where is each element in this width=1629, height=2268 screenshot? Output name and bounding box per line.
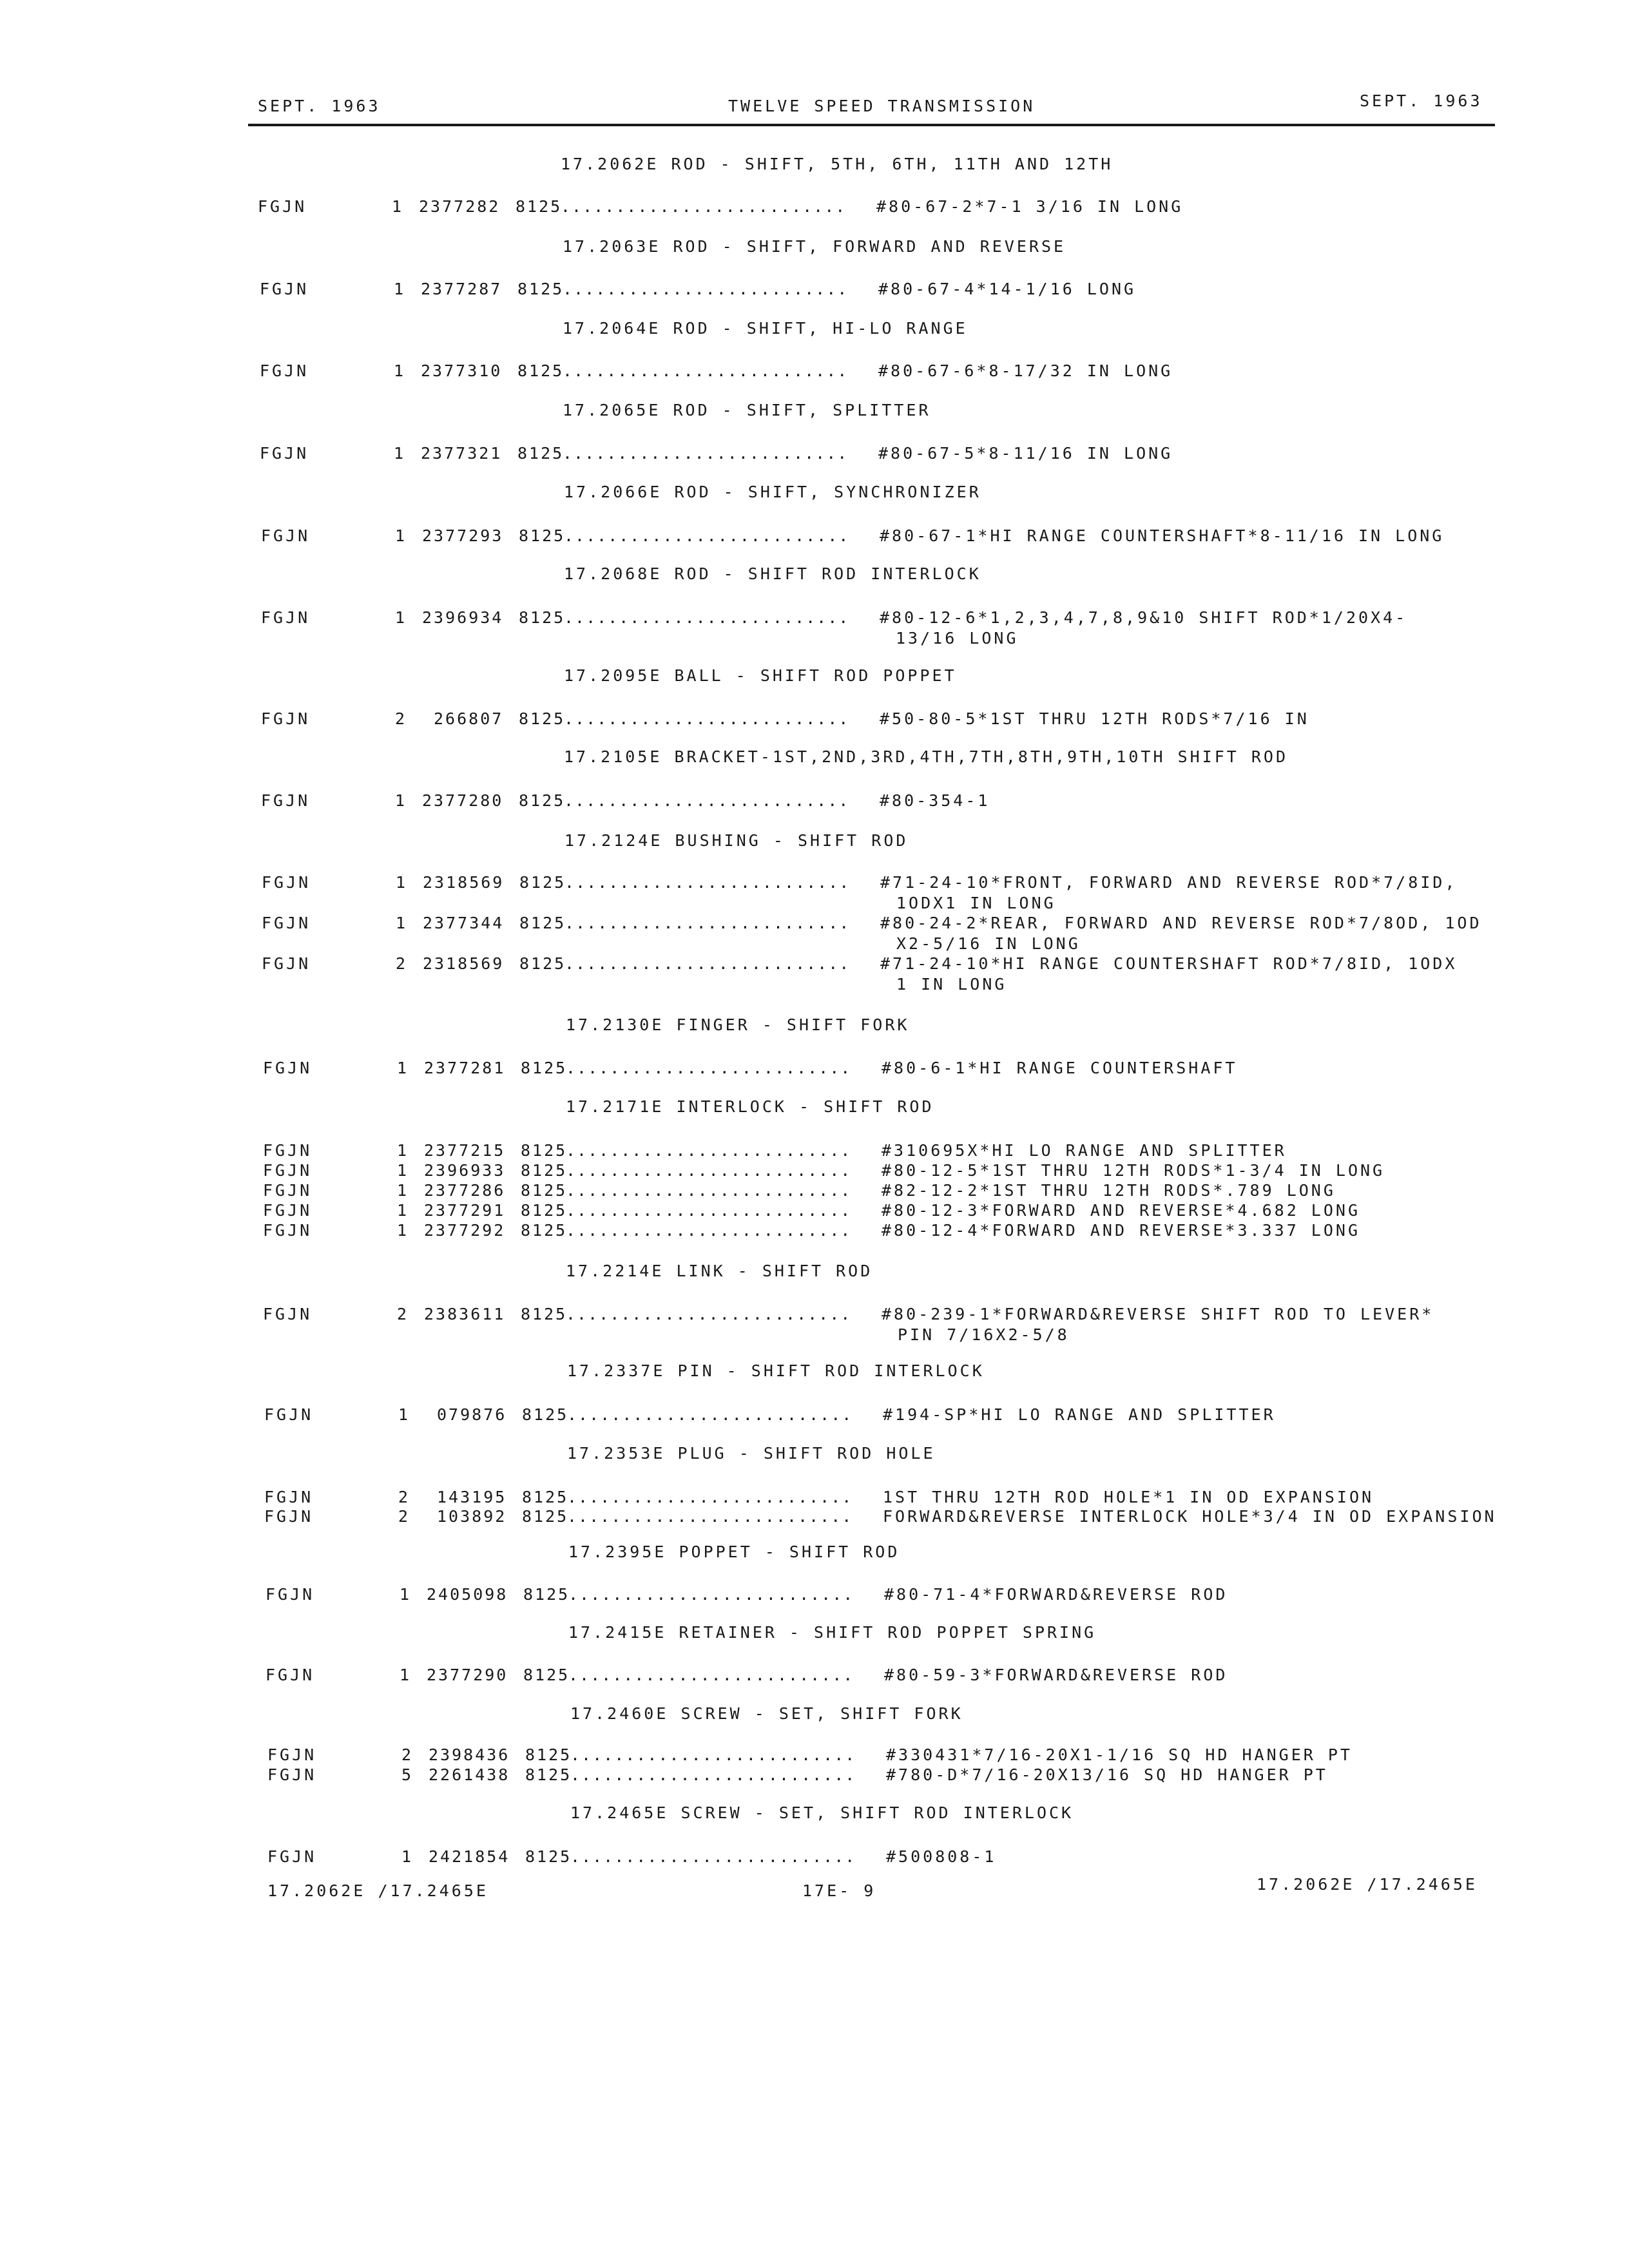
part-quantity: 1 [395, 608, 405, 627]
vendor-code: 8125 [521, 1181, 568, 1200]
part-description-continued: PIN 7/16X2-5/8 [898, 1325, 1070, 1344]
part-description: #310695X*HI LO RANGE AND SPLITTER [882, 1141, 1287, 1160]
part-code: FGJN [263, 1161, 313, 1180]
part-quantity: 2 [395, 709, 405, 728]
part-description: #330431*7/16-20X1-1/16 SQ HD HANGER PT [886, 1745, 1353, 1764]
leader-dots: .......................... [564, 873, 851, 892]
part-code: FGJN [262, 873, 311, 892]
part-code: FGJN [267, 1847, 317, 1866]
part-description: #80-12-5*1ST THRU 12TH RODS*1-3/4 IN LONG [882, 1161, 1385, 1180]
part-quantity: 1 [400, 1666, 410, 1684]
part-quantity: 1 [397, 1221, 407, 1240]
vendor-code: 8125 [519, 873, 566, 892]
part-quantity: 2 [401, 1745, 412, 1764]
part-quantity: 1 [396, 914, 406, 932]
footer-range-left: 17.2062E /17.2465E [267, 1881, 488, 1900]
section-title: 17.2130E FINGER - SHIFT FORK [566, 1015, 910, 1034]
vendor-code: 8125 [523, 1666, 570, 1684]
part-description: #50-80-5*1ST THRU 12TH RODS*7/16 IN [880, 709, 1309, 728]
part-code: FGJN [263, 1201, 313, 1220]
leader-dots: .......................... [570, 1765, 856, 1784]
part-description: #80-12-3*FORWARD AND REVERSE*4.682 LONG [882, 1201, 1360, 1220]
vendor-code: 8125 [521, 1161, 568, 1180]
part-code: FGJN [260, 444, 309, 463]
part-number: 2421854 [429, 1847, 510, 1866]
part-description: #80-67-4*14-1/16 LONG [878, 280, 1137, 298]
section-title: 17.2395E POPPET - SHIFT ROD [568, 1542, 900, 1561]
leader-dots: .......................... [570, 1847, 856, 1866]
part-number: 2377287 [421, 280, 503, 298]
part-code: FGJN [264, 1507, 314, 1526]
section-title: 17.2124E BUSHING - SHIFT ROD [564, 831, 909, 850]
part-code: FGJN [260, 280, 309, 298]
part-code: FGJN [263, 1221, 313, 1240]
part-description: #80-24-2*REAR, FORWARD AND REVERSE ROD*7/8OD, 1OD [880, 914, 1482, 932]
vendor-code: 8125 [522, 1405, 569, 1424]
part-description: #80-67-2*7-1 3/16 IN LONG [876, 197, 1184, 216]
part-code: FGJN [261, 608, 311, 627]
part-quantity: 1 [394, 361, 404, 380]
part-code: FGJN [265, 1666, 315, 1684]
leader-dots: .......................... [564, 608, 850, 627]
part-number: 2398436 [429, 1745, 510, 1764]
section-title: 17.2460E SCREW - SET, SHIFT FORK [570, 1704, 963, 1723]
section-title: 17.2068E ROD - SHIFT ROD INTERLOCK [564, 564, 981, 583]
part-description: #71-24-10*HI RANGE COUNTERSHAFT ROD*7/8ID, 1ODX [880, 954, 1458, 973]
leader-dots: .......................... [568, 1666, 854, 1684]
section-title: 17.2415E RETAINER - SHIFT ROD POPPET SPRING [568, 1623, 1097, 1642]
section-title: 17.2063E ROD - SHIFT, FORWARD AND REVERSE [563, 237, 1066, 256]
section-title: 17.2065E ROD - SHIFT, SPLITTER [563, 401, 931, 419]
leader-dots: .......................... [567, 1507, 853, 1526]
section-title: 17.2062E ROD - SHIFT, 5TH, 6TH, 11TH AND 12TH [561, 155, 1113, 173]
part-description: #80-67-6*8-17/32 IN LONG [878, 361, 1173, 380]
leader-dots: .......................... [567, 1405, 853, 1424]
vendor-code: 8125 [523, 1585, 570, 1604]
vendor-code: 8125 [517, 361, 564, 380]
part-quantity: 1 [394, 280, 404, 298]
part-number: 2377215 [424, 1141, 506, 1160]
part-quantity: 1 [397, 1181, 407, 1200]
leader-dots: .......................... [563, 361, 849, 380]
vendor-code: 8125 [519, 791, 566, 810]
part-description-continued: 13/16 LONG [896, 629, 1019, 648]
part-code: FGJN [267, 1745, 317, 1764]
part-number: 2383611 [424, 1305, 506, 1323]
part-description: FORWARD&REVERSE INTERLOCK HOLE*3/4 IN OD EXPANSION [883, 1507, 1497, 1526]
footer-page-number: 17E- 9 [802, 1881, 876, 1900]
part-quantity: 1 [397, 1161, 407, 1180]
vendor-code: 8125 [525, 1745, 572, 1764]
part-number: 2377286 [424, 1181, 506, 1200]
section-title: 17.2095E BALL - SHIFT ROD POPPET [564, 666, 957, 685]
part-number: 2396934 [422, 608, 504, 627]
part-quantity: 1 [396, 873, 406, 892]
part-description: #80-239-1*FORWARD&REVERSE SHIFT ROD TO LEVER* [882, 1305, 1434, 1323]
part-description: #71-24-10*FRONT, FORWARD AND REVERSE ROD*7/8ID, [880, 873, 1458, 892]
part-quantity: 2 [398, 1488, 409, 1506]
section-title: 17.2171E INTERLOCK - SHIFT ROD [566, 1097, 934, 1116]
part-number: 103892 [437, 1507, 507, 1526]
vendor-code: 8125 [521, 1059, 568, 1077]
part-description: #80-71-4*FORWARD&REVERSE ROD [884, 1585, 1228, 1604]
part-code: FGJN [260, 361, 309, 380]
part-quantity: 5 [401, 1765, 412, 1784]
part-code: FGJN [263, 1305, 313, 1323]
part-code: FGJN [258, 197, 307, 216]
leader-dots: .......................... [570, 1745, 856, 1764]
part-description: #80-67-1*HI RANGE COUNTERSHAFT*8-11/16 IN LONG [880, 526, 1445, 545]
leader-dots: .......................... [564, 914, 851, 932]
leader-dots: .......................... [566, 1181, 852, 1200]
part-code: FGJN [264, 1488, 314, 1506]
part-description: #500808-1 [886, 1847, 997, 1866]
section-title: 17.2064E ROD - SHIFT, HI-LO RANGE [563, 319, 968, 338]
vendor-code: 8125 [525, 1765, 572, 1784]
part-description: #80-59-3*FORWARD&REVERSE ROD [884, 1666, 1228, 1684]
part-code: FGJN [265, 1585, 315, 1604]
part-quantity: 1 [394, 444, 404, 463]
leader-dots: .......................... [564, 791, 850, 810]
part-quantity: 1 [392, 197, 402, 216]
leader-dots: .......................... [563, 444, 849, 463]
header-title: TWELVE SPEED TRANSMISSION [728, 97, 1036, 115]
leader-dots: .......................... [564, 526, 850, 545]
part-code: FGJN [263, 1141, 313, 1160]
part-code: FGJN [263, 1181, 313, 1200]
part-number: 2318569 [423, 873, 505, 892]
vendor-code: 8125 [519, 526, 566, 545]
vendor-code: 8125 [517, 444, 564, 463]
part-description: 1ST THRU 12TH ROD HOLE*1 IN OD EXPANSION [883, 1488, 1374, 1506]
leader-dots: .......................... [566, 1221, 852, 1240]
part-code: FGJN [263, 1059, 313, 1077]
leader-dots: .......................... [566, 1141, 852, 1160]
part-description: #82-12-2*1ST THRU 12TH RODS*.789 LONG [882, 1181, 1336, 1200]
part-quantity: 2 [397, 1305, 407, 1323]
part-code: FGJN [261, 791, 311, 810]
vendor-code: 8125 [521, 1221, 568, 1240]
part-number: 2377293 [422, 526, 504, 545]
part-code: FGJN [267, 1765, 317, 1784]
leader-dots: .......................... [566, 1161, 852, 1180]
vendor-code: 8125 [525, 1847, 572, 1866]
part-number: 2377310 [421, 361, 503, 380]
part-description: #194-SP*HI LO RANGE AND SPLITTER [883, 1405, 1276, 1424]
vendor-code: 8125 [519, 954, 566, 973]
leader-dots: .......................... [568, 1585, 854, 1604]
leader-dots: .......................... [566, 1305, 852, 1323]
vendor-code: 8125 [521, 1305, 568, 1323]
part-number: 143195 [437, 1488, 507, 1506]
part-code: FGJN [262, 914, 311, 932]
part-description: #80-12-6*1,2,3,4,7,8,9&10 SHIFT ROD*1/20X4- [880, 608, 1408, 627]
part-number: 2405098 [427, 1585, 508, 1604]
part-number: 2377290 [427, 1666, 508, 1684]
section-title: 17.2214E LINK - SHIFT ROD [566, 1262, 873, 1280]
part-number: 2377321 [421, 444, 503, 463]
leader-dots: .......................... [567, 1488, 853, 1506]
part-quantity: 1 [400, 1585, 410, 1604]
part-description: #80-67-5*8-11/16 IN LONG [878, 444, 1173, 463]
section-title: 17.2353E PLUG - SHIFT ROD HOLE [567, 1444, 936, 1463]
section-title: 17.2105E BRACKET-1ST,2ND,3RD,4TH,7TH,8TH,9TH,10TH SHIFT ROD [564, 747, 1289, 766]
vendor-code: 8125 [522, 1488, 569, 1506]
header-date-left: SEPT. 1963 [258, 97, 381, 115]
part-code: FGJN [262, 954, 311, 973]
part-number: 2318569 [423, 954, 505, 973]
part-code: FGJN [261, 709, 311, 728]
leader-dots: .......................... [566, 1201, 852, 1220]
vendor-code: 8125 [519, 608, 566, 627]
part-number: 2377344 [423, 914, 505, 932]
vendor-code: 8125 [517, 280, 564, 298]
leader-dots: .......................... [563, 280, 849, 298]
leader-dots: .......................... [564, 709, 850, 728]
vendor-code: 8125 [519, 914, 566, 932]
part-quantity: 1 [397, 1141, 407, 1160]
leader-dots: .......................... [561, 197, 847, 216]
part-number: 2377292 [424, 1221, 506, 1240]
leader-dots: .......................... [564, 954, 851, 973]
vendor-code: 8125 [521, 1201, 568, 1220]
part-quantity: 2 [398, 1507, 409, 1526]
header-rule [248, 124, 1495, 126]
part-code: FGJN [264, 1405, 314, 1424]
part-quantity: 1 [401, 1847, 412, 1866]
part-quantity: 1 [397, 1059, 407, 1077]
leader-dots: .......................... [566, 1059, 852, 1077]
part-description: #80-354-1 [880, 791, 990, 810]
part-description-continued: 1 IN LONG [896, 975, 1007, 994]
part-number: 266807 [434, 709, 504, 728]
part-description-continued: 1ODX1 IN LONG [896, 894, 1056, 912]
section-title: 17.2465E SCREW - SET, SHIFT ROD INTERLOCK [570, 1803, 1074, 1822]
part-quantity: 1 [395, 791, 405, 810]
section-title: 17.2337E PIN - SHIFT ROD INTERLOCK [567, 1361, 985, 1380]
part-number: 079876 [437, 1405, 507, 1424]
part-description: #80-12-4*FORWARD AND REVERSE*3.337 LONG [882, 1221, 1360, 1240]
part-number: 2396933 [424, 1161, 506, 1180]
part-quantity: 1 [397, 1201, 407, 1220]
part-number: 2377282 [419, 197, 501, 216]
section-title: 17.2066E ROD - SHIFT, SYNCHRONIZER [564, 483, 981, 501]
vendor-code: 8125 [519, 709, 566, 728]
vendor-code: 8125 [522, 1507, 569, 1526]
part-quantity: 1 [398, 1405, 409, 1424]
part-number: 2261438 [429, 1765, 510, 1784]
part-code: FGJN [261, 526, 311, 545]
vendor-code: 8125 [521, 1141, 568, 1160]
footer-range-right: 17.2062E /17.2465E [1257, 1875, 1478, 1894]
vendor-code: 8125 [516, 197, 563, 216]
part-quantity: 1 [395, 526, 405, 545]
part-number: 2377291 [424, 1201, 506, 1220]
part-quantity: 2 [396, 954, 406, 973]
part-number: 2377280 [422, 791, 504, 810]
header-date-right: SEPT. 1963 [1360, 91, 1483, 110]
part-number: 2377281 [424, 1059, 506, 1077]
part-description: #80-6-1*HI RANGE COUNTERSHAFT [882, 1059, 1238, 1077]
part-description-continued: X2-5/16 IN LONG [896, 934, 1081, 953]
part-description: #780-D*7/16-20X13/16 SQ HD HANGER PT [886, 1765, 1328, 1784]
